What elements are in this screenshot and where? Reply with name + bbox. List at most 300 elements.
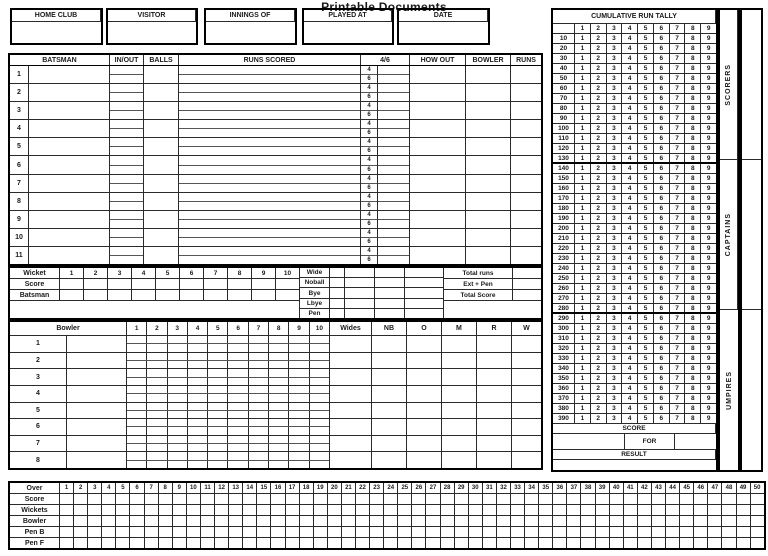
over-ball-cell (249, 344, 269, 351)
over-ball-cell (168, 436, 188, 443)
over-ball-cell (168, 461, 188, 468)
tally-number-cell: 4 (622, 274, 638, 283)
over-entry-cell (751, 494, 764, 504)
bowler-overs-subrow (127, 386, 329, 394)
tally-number-cell: 4 (622, 224, 638, 233)
over-ball-cell (228, 378, 248, 385)
over-entry-cell (553, 505, 567, 515)
fours-count-cell (378, 211, 409, 220)
tally-number-cell: 7 (670, 384, 686, 393)
bowler-stat-cell (330, 452, 372, 468)
tally-number-cell: 4 (622, 174, 638, 183)
fow-entry-cell (132, 290, 156, 300)
over-entry-cell (243, 527, 257, 537)
tally-row-label: 210 (553, 234, 575, 243)
over-entry-cell (398, 494, 412, 504)
tally-number-cell: 6 (654, 244, 670, 253)
four-six-marker-cell (361, 156, 378, 173)
bowler-name-ref-cell (466, 120, 511, 137)
over-entry-cell (567, 516, 581, 526)
tally-number-cell: 9 (706, 95, 711, 102)
in-out-cell (110, 175, 144, 192)
tally-number-cell: 5 (638, 174, 654, 183)
bowler-stat-cell (330, 386, 372, 402)
tally-number-cell: 2 (591, 344, 607, 353)
tally-row-label: 190 (553, 214, 575, 223)
tally-number-cell: 1 (575, 174, 591, 183)
bowler-overs-grid (127, 403, 330, 419)
bowler-stat-cell (442, 336, 477, 352)
batsman-row (10, 247, 541, 264)
over-entry-cell (708, 494, 722, 504)
runs-scored-line (179, 102, 360, 111)
fow-wicket-number: 9 (252, 268, 276, 278)
bowler-row (10, 403, 541, 420)
six-marker: 6 (367, 238, 371, 245)
tally-number-cell: 5 (638, 264, 654, 273)
over-entry-cell (638, 516, 652, 526)
bowler-overs-grid (127, 419, 330, 435)
four-marker: 4 (361, 84, 377, 93)
over-ball-cell (228, 452, 248, 459)
over-entry-cell (60, 527, 74, 537)
bowler-stat-cell (442, 452, 477, 468)
bowler-row (10, 452, 541, 468)
tally-number-cell: 1 (575, 94, 591, 103)
tally-number-cell: 8 (685, 74, 701, 83)
bowler-over-col-header: 10 (310, 322, 330, 335)
tally-number-cell: 1 (575, 344, 591, 353)
bowler-stat-col-header: M (442, 322, 477, 335)
tally-row-label: 330 (553, 354, 575, 363)
over-ball-cell (289, 419, 309, 426)
bowler-name-ref-cell (466, 156, 511, 173)
tally-number-cell: 1 (575, 44, 591, 53)
over-entry-cell (638, 505, 652, 515)
match-info-label: DATE (399, 10, 488, 22)
over-entry-cell (455, 516, 469, 526)
tally-number-cell: 3 (607, 244, 623, 253)
batsman-col-header: RUNS (516, 56, 536, 64)
tally-number-cell: 1 (575, 144, 591, 153)
over-ball-cell (289, 361, 309, 368)
over-entry-cell (145, 494, 159, 504)
tally-row-label: 300 (553, 324, 575, 333)
over-ball-cell (127, 353, 147, 360)
tally-row-label: 160 (553, 184, 575, 193)
over-entry-cell (74, 516, 88, 526)
over-number-cell: 6 (130, 483, 144, 493)
over-entry-cell (497, 527, 511, 537)
how-out-cell (410, 156, 466, 173)
over-entry-cell (624, 494, 638, 504)
over-ball-cell (310, 369, 329, 376)
over-ball-cell (269, 411, 289, 418)
tally-number-cell: 8 (685, 274, 701, 283)
over-ball-cell (269, 461, 289, 468)
tally-number-cell: 9 (706, 365, 711, 372)
balls-cell (144, 211, 179, 228)
runs-total-cell (511, 193, 541, 210)
over-number-cell: 9 (173, 483, 187, 493)
tally-number-cell: 6 (654, 174, 670, 183)
over-ball-cell (310, 353, 329, 360)
over-entry-cell (159, 494, 173, 504)
tally-number-cell: 3 (607, 174, 623, 183)
tally-number-cell: 4 (622, 94, 638, 103)
tally-number-cell: 5 (638, 54, 654, 63)
tally-number-cell: 7 (670, 244, 686, 253)
over-ball-cell (289, 353, 309, 360)
tally-number-cell: 3 (607, 264, 623, 273)
tally-number-cell: 6 (654, 254, 670, 263)
over-ball-cell (249, 436, 269, 443)
tally-row (553, 304, 716, 314)
over-entry-cell (567, 538, 581, 548)
tally-number-cell: 4 (622, 84, 638, 93)
extras-entry-cell (405, 309, 443, 318)
tally-number-cell: 9 (706, 265, 711, 272)
fow-row (10, 279, 299, 290)
over-entry-cell (511, 516, 525, 526)
tally-number-cell: 1 (575, 214, 591, 223)
tally-row (553, 214, 716, 224)
bowler-stat-cell (512, 436, 541, 452)
over-ball-cell (249, 378, 269, 385)
tally-number-cell: 5 (638, 284, 654, 293)
tally-row (553, 374, 716, 384)
bowler-row-number: 7 (10, 436, 67, 452)
tally-number-cell: 5 (638, 404, 654, 413)
over-entry-cell (455, 494, 469, 504)
tally-number-cell: 9 (706, 415, 711, 422)
tally-number-cell: 6 (654, 144, 670, 153)
over-entry-cell (722, 516, 736, 526)
over-ball-cell (147, 378, 167, 385)
in-out-cell (110, 193, 144, 210)
over-ball-cell (310, 336, 329, 343)
over-ball-cell (127, 411, 147, 418)
tally-number-cell: 5 (638, 124, 654, 133)
over-ball-cell (147, 436, 167, 443)
tally-number-cell: 5 (638, 24, 654, 33)
over-number-cell: 15 (257, 483, 271, 493)
bowler-over-col-header: 2 (147, 322, 167, 335)
tally-number-cell: 6 (654, 64, 670, 73)
over-number-cell: 21 (342, 483, 356, 493)
tally-number-cell: 6 (654, 84, 670, 93)
tally-number-cell: 5 (638, 84, 654, 93)
over-ball-cell (208, 336, 228, 343)
tally-number-cell: 9 (706, 275, 711, 282)
extras-row-label: Pen (300, 309, 330, 318)
tally-number-cell: 9 (706, 115, 711, 122)
four-six-marker-cell (361, 175, 378, 192)
over-ball-cell (269, 336, 289, 343)
tally-number-cell: 4 (622, 64, 638, 73)
over-entry-cell (384, 527, 398, 537)
over-entry-cell (328, 505, 342, 515)
tally-number-cell: 7 (670, 104, 686, 113)
tally-number-cell: 8 (685, 384, 701, 393)
over-entry-cell (666, 527, 680, 537)
over-entry-cell (130, 494, 144, 504)
over-entry-cell (286, 538, 300, 548)
over-ball-cell (127, 386, 147, 393)
over-ball-cell (147, 427, 167, 434)
tally-number-cell: 9 (706, 165, 711, 172)
batsman-row (10, 211, 541, 229)
bowler-name-ref-cell (466, 138, 511, 155)
fow-wicket-number: 7 (204, 268, 228, 278)
match-info-box (397, 8, 490, 45)
tally-number-cell: 3 (607, 364, 623, 373)
totals-row-label: Ext + Pen (444, 279, 513, 289)
tally-number-cell: 3 (607, 74, 623, 83)
batsman-row (10, 138, 541, 156)
extras-row-label: Wide (300, 268, 330, 277)
tally-number-cell: 7 (670, 114, 686, 123)
over-entry-cell (525, 516, 539, 526)
over-number-cell: 1 (60, 483, 74, 493)
tally-number-cell: 7 (670, 394, 686, 403)
bowler-name-ref-cell (466, 229, 511, 246)
tally-row-label: 10 (553, 34, 575, 43)
tally-number-cell: 9 (706, 45, 711, 52)
runs-scored-line (179, 111, 360, 119)
over-entry-cell (610, 516, 624, 526)
tally-row (553, 54, 716, 64)
over-ball-cell (269, 436, 289, 443)
boundary-count-cell (378, 156, 410, 173)
over-entry-cell (441, 538, 455, 548)
over-entry-cell (553, 494, 567, 504)
runs-total-cell (511, 175, 541, 192)
runs-scored-cell (179, 84, 361, 101)
extras-entry-cell (375, 268, 405, 277)
bowler-name-ref-cell (466, 193, 511, 210)
boundary-count-cell (378, 84, 410, 101)
over-number-cell: 11 (201, 483, 215, 493)
over-number-cell: 3 (88, 483, 102, 493)
over-ball-cell (310, 378, 329, 385)
over-entry-cell (116, 494, 130, 504)
tally-number-cell: 7 (670, 324, 686, 333)
over-entry-cell (145, 538, 159, 548)
over-entry-cell (483, 527, 497, 537)
scorers-label (720, 10, 738, 160)
tally-number-cell: 4 (622, 354, 638, 363)
tally-number-cell: 2 (591, 204, 607, 213)
tally-number-cell: 9 (706, 75, 711, 82)
tally-number-cell: 4 (622, 264, 638, 273)
over-ball-cell (228, 411, 248, 418)
over-ball-cell (147, 344, 167, 351)
over-entry-cell (596, 527, 610, 537)
runs-scored-cell (179, 247, 361, 264)
tally-number-cell: 5 (638, 154, 654, 162)
tally-number-cell: 7 (670, 44, 686, 53)
extras-entry-cell (405, 288, 443, 297)
over-entry-cell (88, 527, 102, 537)
tally-number-cell: 8 (685, 164, 701, 173)
over-entry-cell (384, 494, 398, 504)
four-marker: 4 (361, 138, 377, 147)
over-entry-cell (539, 527, 553, 537)
fow-entry-cell (84, 279, 108, 289)
tally-number-cell: 6 (654, 394, 670, 403)
over-entry-cell (370, 516, 384, 526)
over-entry-cell (173, 538, 187, 548)
bowler-overs-grid (127, 386, 330, 402)
officials-column (718, 8, 740, 472)
tally-row (553, 134, 716, 144)
tally-row (553, 404, 716, 414)
runs-scored-line (179, 202, 360, 210)
over-entry-cell (271, 538, 285, 548)
umpires-label (720, 310, 738, 470)
bowler-stat-cell (512, 336, 541, 352)
over-entry-cell (694, 494, 708, 504)
tally-number-cell: 9 (706, 205, 711, 212)
bowler-over-col-header: 4 (188, 322, 208, 335)
over-entry-cell (680, 527, 694, 537)
tally-number-cell: 3 (607, 314, 623, 323)
over-number-cell: 38 (581, 483, 595, 493)
balls-cell (144, 102, 179, 119)
over-row-label: Over (10, 483, 60, 493)
fow-row-label: Wicket (10, 268, 60, 278)
bowler-row-number: 3 (10, 369, 67, 385)
tally-number-cell: 1 (575, 244, 591, 253)
totals-blank-area (444, 301, 541, 318)
over-entry-cell (751, 516, 764, 526)
how-out-cell (410, 175, 466, 192)
over-number-cell: 10 (187, 483, 201, 493)
over-progress-row (10, 527, 764, 538)
over-ball-cell (310, 427, 329, 434)
over-entry-cell (145, 527, 159, 537)
over-entry-cell (88, 494, 102, 504)
tally-number-cell: 1 (575, 304, 591, 312)
over-entry-cell (159, 527, 173, 537)
tally-number-cell: 9 (706, 255, 711, 262)
tally-number-cell: 4 (622, 104, 638, 113)
runs-total-cell (511, 138, 541, 155)
over-ball-cell (228, 394, 248, 401)
how-out-cell (410, 211, 466, 228)
tally-number-cell: 4 (622, 154, 638, 162)
over-ball-cell (249, 386, 269, 393)
tally-number-cell: 8 (685, 44, 701, 53)
over-entry-cell (680, 494, 694, 504)
over-entry-cell (300, 516, 314, 526)
over-ball-cell (208, 353, 228, 360)
tally-number-cell: 6 (654, 104, 670, 113)
bowler-header-label: Bowler (10, 322, 127, 335)
margin-signature-cell (742, 160, 761, 310)
over-entry-cell (441, 494, 455, 504)
over-ball-cell (249, 361, 269, 368)
tally-number-cell: 8 (685, 254, 701, 263)
over-entry-cell (680, 516, 694, 526)
tally-number-cell: 9 (706, 25, 711, 32)
tally-number-cell: 3 (607, 304, 623, 312)
over-entry-cell (666, 505, 680, 515)
tally-row (553, 74, 716, 84)
over-entry-cell (74, 494, 88, 504)
tally-number-cell: 6 (654, 334, 670, 343)
bowler-over-col-header: 8 (269, 322, 289, 335)
tally-number-cell: 2 (591, 104, 607, 113)
over-ball-cell (127, 436, 147, 443)
bowler-overs-subrow (127, 361, 329, 368)
over-entry-cell (159, 516, 173, 526)
fow-entry-cell (204, 279, 228, 289)
fow-row (10, 268, 299, 279)
tally-number-cell: 3 (607, 64, 623, 73)
runs-total-cell (511, 66, 541, 83)
extras-row (300, 309, 443, 318)
over-entry-cell (159, 538, 173, 548)
batsman-col-header: HOW OUT (410, 55, 466, 65)
tally-number-cell: 5 (638, 314, 654, 323)
over-ball-cell (269, 344, 289, 351)
over-ball-cell (127, 427, 147, 434)
tally-row (553, 94, 716, 104)
tally-number-cell: 6 (654, 164, 670, 173)
over-ball-cell (188, 369, 208, 376)
how-out-cell (410, 84, 466, 101)
tally-number-cell: 2 (591, 394, 607, 403)
tally-number-cell: 1 (575, 184, 591, 193)
over-ball-cell (228, 461, 248, 468)
runs-scored-line (179, 138, 360, 147)
over-entry-cell (257, 538, 271, 548)
bowler-name-ref-cell (466, 211, 511, 228)
over-ball-cell (249, 419, 269, 426)
over-row-label: Pen F (10, 538, 60, 548)
over-entry-cell (187, 527, 201, 537)
tally-number-cell: 4 (622, 334, 638, 343)
over-ball-cell (127, 444, 147, 451)
over-entry-cell (215, 516, 229, 526)
tally-number-cell: 5 (638, 344, 654, 353)
over-entry-cell (426, 516, 440, 526)
over-entry-cell (201, 494, 215, 504)
tally-number-cell: 5 (638, 144, 654, 153)
tally-number-cell: 3 (607, 344, 623, 353)
over-entry-cell (455, 527, 469, 537)
bowler-overs-subrow (127, 394, 329, 401)
over-entry-cell (145, 516, 159, 526)
runs-scored-cell (179, 120, 361, 137)
bowler-name-ref-cell (466, 175, 511, 192)
over-ball-cell (208, 427, 228, 434)
over-entry-cell (102, 527, 116, 537)
tally-number-cell: 4 (622, 24, 638, 33)
tally-number-cell: 8 (685, 414, 701, 423)
bowler-stat-cell (372, 336, 407, 352)
tally-row (553, 244, 716, 254)
tally-number-cell: 8 (685, 404, 701, 413)
runs-scored-cell (179, 102, 361, 119)
over-entry-cell (441, 527, 455, 537)
bowler-row-number: 1 (10, 336, 67, 352)
over-number-cell: 30 (469, 483, 483, 493)
over-entry-cell (581, 494, 595, 504)
over-ball-cell (147, 336, 167, 343)
